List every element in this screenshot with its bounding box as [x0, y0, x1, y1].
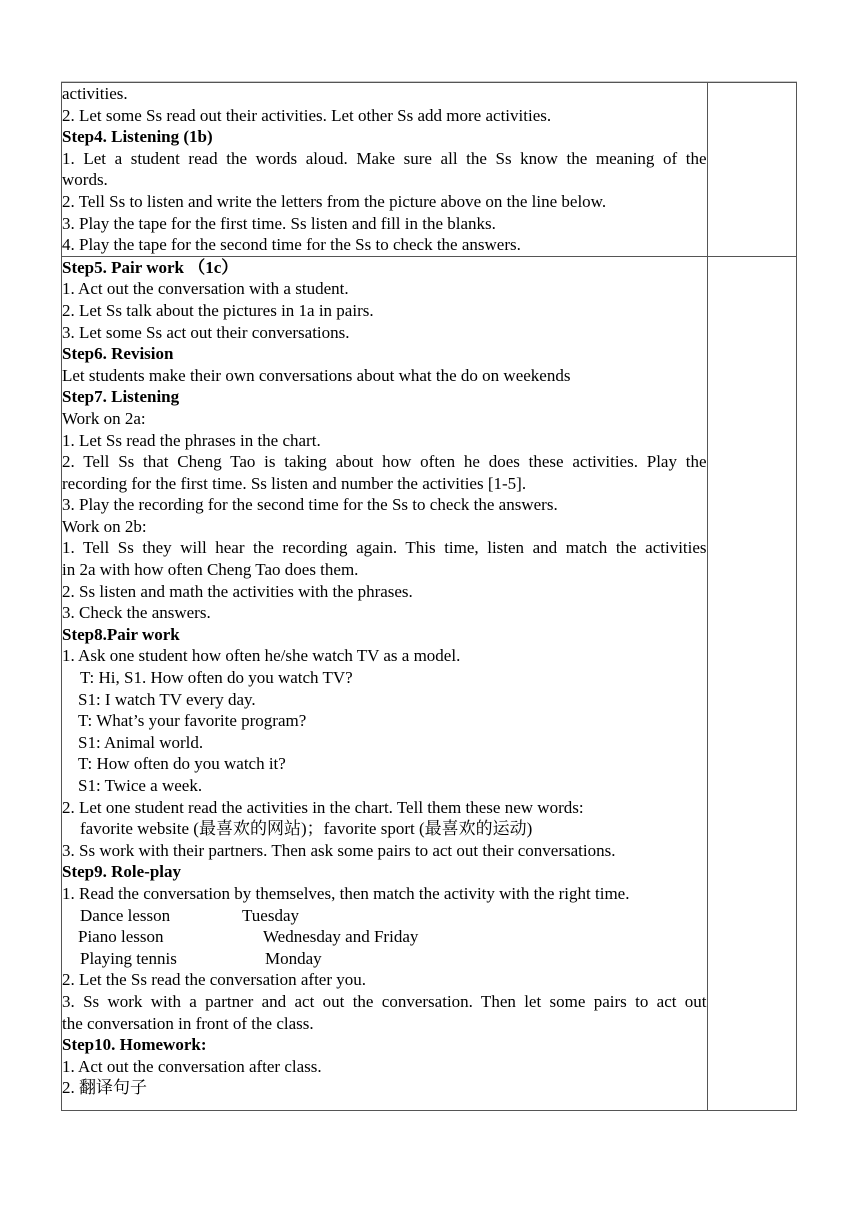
content-cell	[62, 256, 708, 1110]
text-line: 3. Ss work with a partner and act out the conversation. Then let some pairs to act out	[62, 991, 707, 1011]
dialog-line: S1: Twice a week.	[78, 776, 203, 795]
step-heading: Step5. Pair work （1c）	[62, 257, 239, 277]
text-line: the conversation in front of the class.	[62, 1013, 314, 1033]
text-line: 3. Play the recording for the second time for the Ss to check the answers.	[62, 495, 558, 515]
step-heading: Step8.Pair work	[62, 624, 180, 644]
text-line: activities.	[62, 84, 128, 103]
text-line: 2. Tell Ss that Cheng Tao is taking about how often he does these activities. Play the	[62, 452, 707, 472]
text-line: words.	[62, 170, 108, 190]
schedule-row	[62, 948, 707, 970]
text-line: 1. Act out the conversation after class.	[62, 1056, 322, 1076]
text-line: 2. Ss listen and math the activities with the phrases.	[62, 581, 413, 601]
text-line: 1. Let Ss read the phrases in the chart.	[62, 430, 321, 450]
text-line: Let students make their own conversations about what the do on weekends	[62, 365, 571, 385]
step-heading: Step4. Listening (1b)	[62, 127, 213, 147]
text-line: Work on 2b:	[62, 516, 147, 536]
schedule-activity: Piano lesson	[78, 927, 164, 947]
table-row	[62, 83, 797, 257]
dialog-line: S1: I watch TV every day.	[78, 689, 256, 709]
step-heading: Step10. Homework:	[62, 1035, 207, 1055]
text-line: 2. 翻译句子	[62, 1078, 147, 1098]
text-line: 1. Ask one student how often he/she watch TV as a model.	[62, 646, 461, 666]
lesson-plan-table	[61, 82, 797, 1111]
table-row	[62, 256, 797, 1110]
dialog-line: T: What’s your favorite program?	[78, 711, 307, 731]
text-line: Work on 2a:	[62, 408, 146, 428]
schedule-time: Tuesday	[242, 905, 299, 925]
text-line: 1. Read the conversation by themselves, then match the activity with the right time.	[62, 883, 630, 903]
text-line: 2. Tell Ss to listen and write the letters from the picture above on the line below.	[62, 191, 607, 211]
schedule-row	[62, 926, 707, 948]
schedule-time: Monday	[265, 948, 322, 968]
schedule-time: Wednesday and Friday	[263, 927, 419, 947]
text-line: recording for the first time. Ss listen and number the activities [1-5].	[62, 473, 527, 493]
dialog-line: T: Hi, S1. How often do you watch TV?	[80, 668, 353, 688]
text-line: favorite website (最喜欢的网站)；favorite sport (最喜欢的运动)	[80, 819, 533, 839]
schedule-activity: Playing tennis	[80, 948, 177, 968]
text-line: 2. Let Ss talk about the pictures in 1a in pairs.	[62, 300, 374, 320]
text-line: 1. Tell Ss they will hear the recording again. This time, listen and match the activities	[62, 538, 707, 558]
notes-cell	[707, 256, 796, 1110]
dialog-line: S1: Animal world.	[78, 732, 204, 752]
notes-cell	[707, 83, 796, 257]
text-line: 1. Let a student read the words aloud. Make sure all the Ss know the meaning of the	[62, 148, 707, 168]
text-line: 2. Let the Ss read the conversation after you.	[62, 970, 367, 990]
text-line: in 2a with how often Cheng Tao does them.	[62, 560, 359, 580]
text-line: 4. Play the tape for the second time for the Ss to check the answers.	[62, 235, 521, 255]
schedule-row	[62, 905, 707, 927]
schedule-activity: Dance lesson	[80, 905, 171, 925]
text-line: 3. Ss work with their partners. Then ask some pairs to act out their conversations.	[62, 840, 616, 860]
content-cell	[62, 83, 708, 257]
text-line: 3. Play the tape for the first time. Ss listen and fill in the blanks.	[62, 213, 496, 233]
step-heading: Step6. Revision	[62, 344, 174, 364]
text-line: 1. Act out the conversation with a student.	[62, 279, 349, 299]
text-line: 2. Let one student read the activities in the chart. Tell them these new words:	[62, 797, 584, 817]
text-line: 3. Let some Ss act out their conversations.	[62, 322, 350, 342]
text-line: 3. Check the answers.	[62, 603, 211, 623]
text-line: 2. Let some Ss read out their activities. Let other Ss add more activities.	[62, 105, 552, 125]
step-heading: Step7. Listening	[62, 387, 180, 407]
step-heading: Step9. Role-play	[62, 862, 181, 882]
dialog-line: T: How often do you watch it?	[78, 754, 286, 774]
